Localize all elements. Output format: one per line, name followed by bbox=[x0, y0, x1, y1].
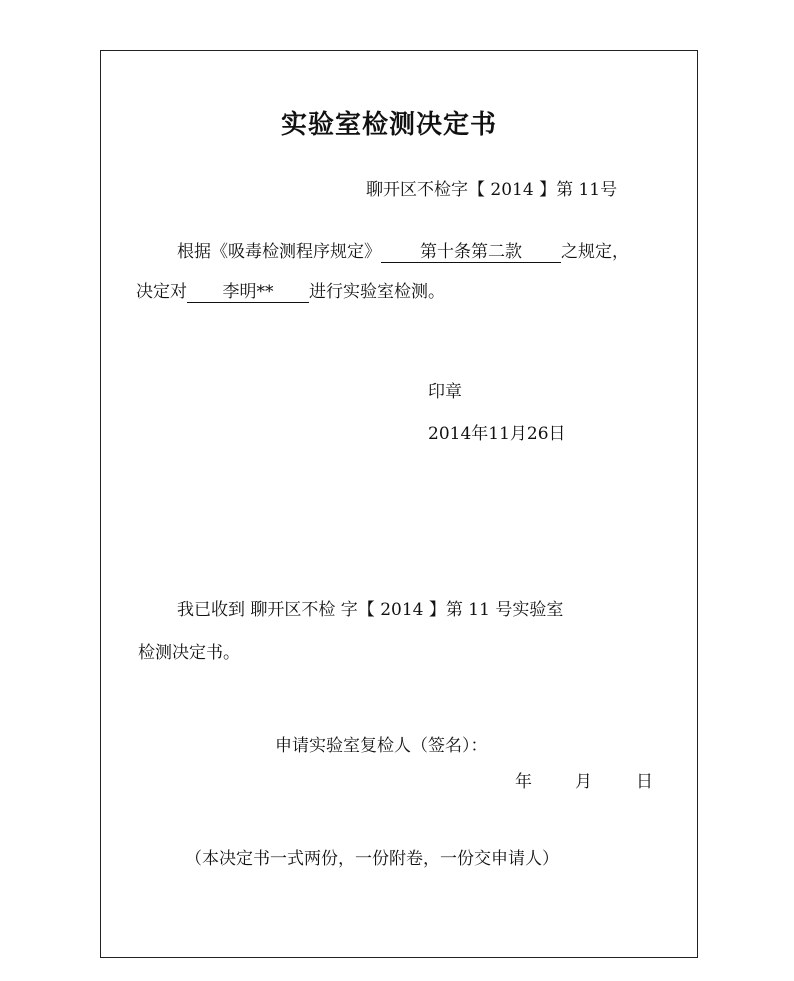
document-number: 聊开区不检字【 2014 】第 11号 bbox=[366, 180, 618, 200]
basis-paragraph-line2 bbox=[136, 281, 445, 303]
sign-year: 年 bbox=[515, 772, 532, 792]
basis-paragraph-line1 bbox=[177, 241, 629, 263]
signature-label: 申请实验室复检人（签名）： bbox=[275, 736, 488, 756]
document-title: 实验室检测决定书 bbox=[281, 110, 498, 140]
seal-label: 印章 bbox=[428, 382, 462, 402]
person-name-field: 李明** bbox=[187, 282, 309, 303]
decision-suffix: 进行实验室检测。 bbox=[309, 282, 445, 302]
receipt-line2: 检测决定书。 bbox=[138, 643, 240, 663]
sign-day: 日 bbox=[636, 772, 653, 792]
issue-date: 2014年11月26日 bbox=[428, 424, 566, 444]
basis-prefix: 根据《吸毒检测程序规定》 bbox=[177, 242, 381, 262]
basis-suffix: 之规定， bbox=[561, 242, 629, 262]
decision-prefix: 决定对 bbox=[136, 282, 187, 302]
footer-note: （本决定书一式两份，一份附卷，一份交申请人） bbox=[185, 849, 559, 869]
document-page bbox=[100, 50, 698, 958]
receipt-line1: 我已收到 聊开区不检 字【 2014 】第 11 号实验室 bbox=[177, 600, 564, 620]
clause-field: 第十条第二款 bbox=[381, 242, 561, 263]
sign-month: 月 bbox=[575, 772, 592, 792]
